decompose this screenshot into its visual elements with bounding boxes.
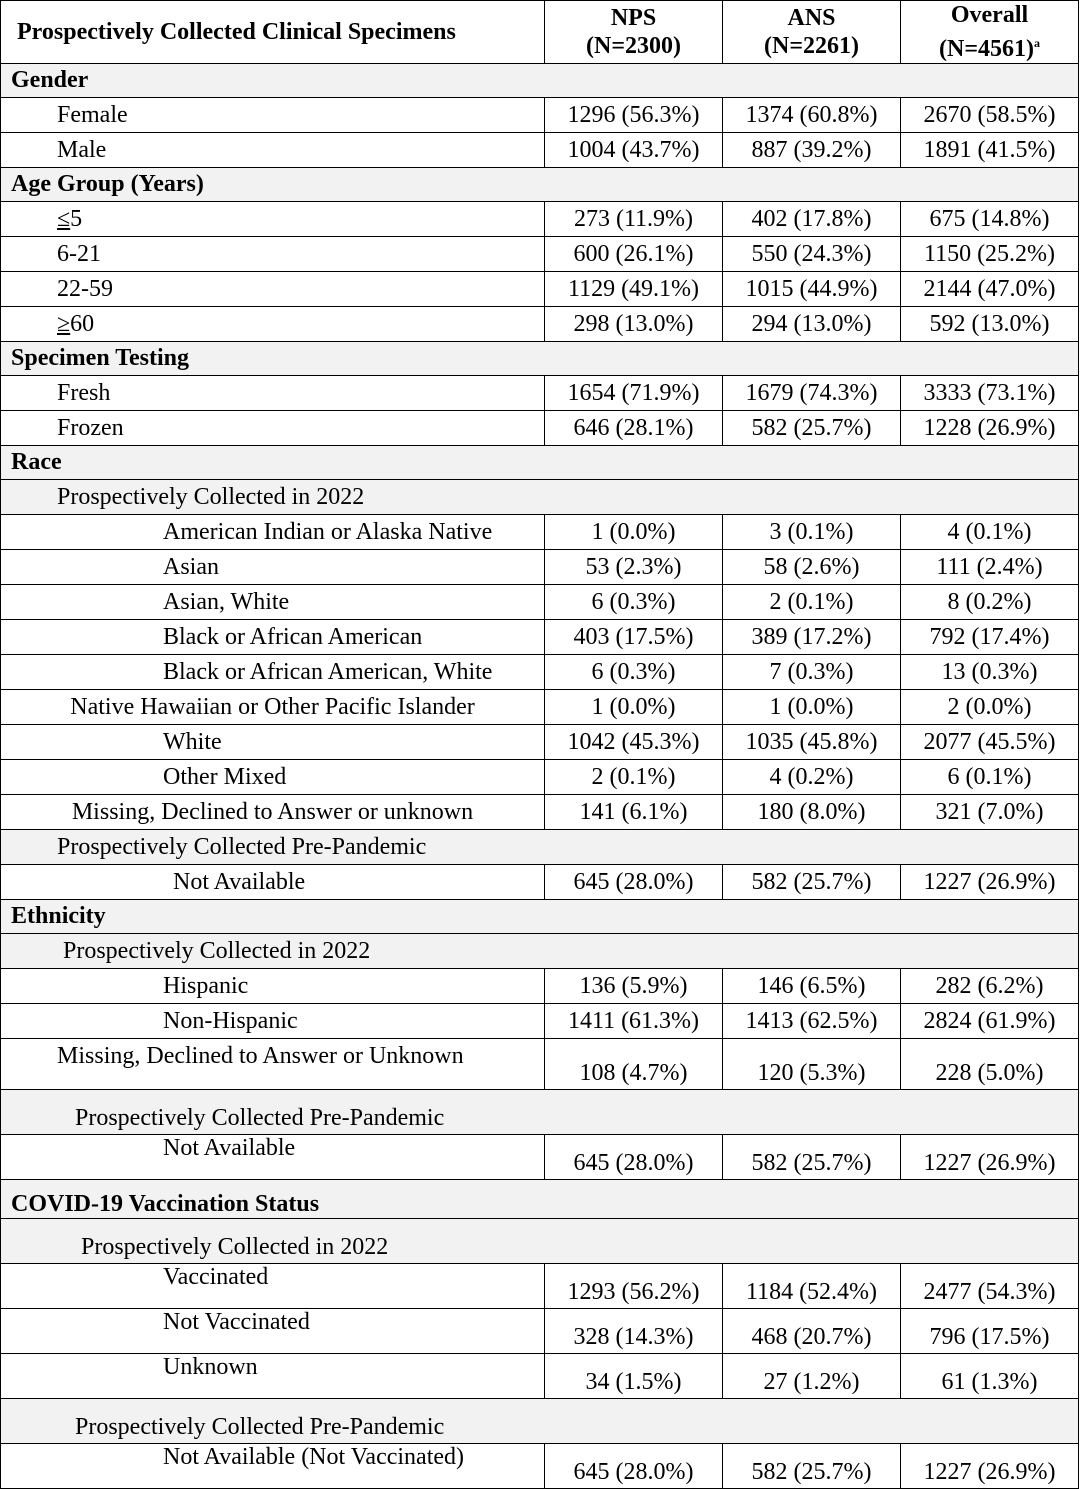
table-row: 6-21 600 (26.1%) 550 (24.3%) 1150 (25.2%)	[1, 237, 1079, 272]
table-row: Asian 53 (2.3%) 58 (2.6%) 111 (2.4%)	[1, 550, 1079, 585]
table-row: Unknown 34 (1.5%) 27 (1.2%) 61 (1.3%)	[1, 1354, 1079, 1399]
table-row: Not Available (Not Vaccinated) 645 (28.0%) 582 (25.7%) 1227 (26.9%)	[1, 1444, 1079, 1489]
table-row: Black or African American, White 6 (0.3%) 7 (0.3%) 13 (0.3%)	[1, 655, 1079, 690]
subsection-2022: Prospectively Collected in 2022	[1, 934, 1079, 969]
table-row: Not Vaccinated 328 (14.3%) 468 (20.7%) 796 (17.5%)	[1, 1309, 1079, 1354]
table-row: Missing, Declined to Answer or unknown 141 (6.1%) 180 (8.0%) 321 (7.0%)	[1, 795, 1079, 830]
table-row: Vaccinated 1293 (56.2%) 1184 (52.4%) 2477 (54.3%)	[1, 1264, 1079, 1309]
table-row: Not Available 645 (28.0%) 582 (25.7%) 1227 (26.9%)	[1, 1135, 1079, 1180]
subsection-pre-pandemic: Prospectively Collected Pre-Pandemic	[1, 1399, 1079, 1444]
table-row: Other Mixed 2 (0.1%) 4 (0.2%) 6 (0.1%)	[1, 760, 1079, 795]
section-age-group: Age Group (Years)	[1, 168, 1079, 202]
table-row: ≥60 298 (13.0%) 294 (13.0%) 592 (13.0%)	[1, 307, 1079, 342]
section-gender: Gender	[1, 64, 1079, 98]
table-row: Hispanic 136 (5.9%) 146 (6.5%) 282 (6.2%)	[1, 969, 1079, 1004]
section-race: Race	[1, 446, 1079, 480]
table-row: White 1042 (45.3%) 1035 (45.8%) 2077 (45.5%)	[1, 725, 1079, 760]
table-row: American Indian or Alaska Native 1 (0.0%) 3 (0.1%) 4 (0.1%)	[1, 515, 1079, 550]
table-row: Female 1296 (56.3%) 1374 (60.8%) 2670 (58.5%)	[1, 98, 1079, 133]
subsection-pre-pandemic: Prospectively Collected Pre-Pandemic	[1, 1090, 1079, 1135]
section-ethnicity: Ethnicity	[1, 900, 1079, 934]
table-row: Non-Hispanic 1411 (61.3%) 1413 (62.5%) 2824 (61.9%)	[1, 1004, 1079, 1039]
section-vaccination-status: COVID-19 Vaccination Status	[1, 1180, 1079, 1219]
table-row: Male 1004 (43.7%) 887 (39.2%) 1891 (41.5%)	[1, 133, 1079, 168]
subsection-2022: Prospectively Collected in 2022	[1, 480, 1079, 515]
table-row: Asian, White 6 (0.3%) 2 (0.1%) 8 (0.2%)	[1, 585, 1079, 620]
table-row: Missing, Declined to Answer or Unknown 108 (4.7%) 120 (5.3%) 228 (5.0%)	[1, 1039, 1079, 1090]
subsection-pre-pandemic: Prospectively Collected Pre-Pandemic	[1, 830, 1079, 865]
table-row: ≤5 273 (11.9%) 402 (17.8%) 675 (14.8%)	[1, 202, 1079, 237]
table-row: Black or African American 403 (17.5%) 389 (17.2%) 792 (17.4%)	[1, 620, 1079, 655]
table-row: Frozen 646 (28.1%) 582 (25.7%) 1228 (26.9%)	[1, 411, 1079, 446]
header-ans: ANS (N=2261)	[723, 1, 901, 64]
subsection-2022: Prospectively Collected in 2022	[1, 1219, 1079, 1264]
table-row: Native Hawaiian or Other Pacific Islander 1 (0.0%) 1 (0.0%) 2 (0.0%)	[1, 690, 1079, 725]
table-row: Fresh 1654 (71.9%) 1679 (74.3%) 3333 (73.1%)	[1, 376, 1079, 411]
header-nps: NPS (N=2300)	[545, 1, 723, 64]
table-row: 22-59 1129 (49.1%) 1015 (44.9%) 2144 (47.0%)	[1, 272, 1079, 307]
table-row: Not Available 645 (28.0%) 582 (25.7%) 1227 (26.9%)	[1, 865, 1079, 900]
header-overall: Overall (N=4561)$^a$	[901, 1, 1079, 64]
header-specimens: Prospectively Collected Clinical Specimens	[1, 1, 545, 64]
table-header-row	[1, 1, 1079, 64]
section-specimen-testing: Specimen Testing	[1, 342, 1079, 376]
